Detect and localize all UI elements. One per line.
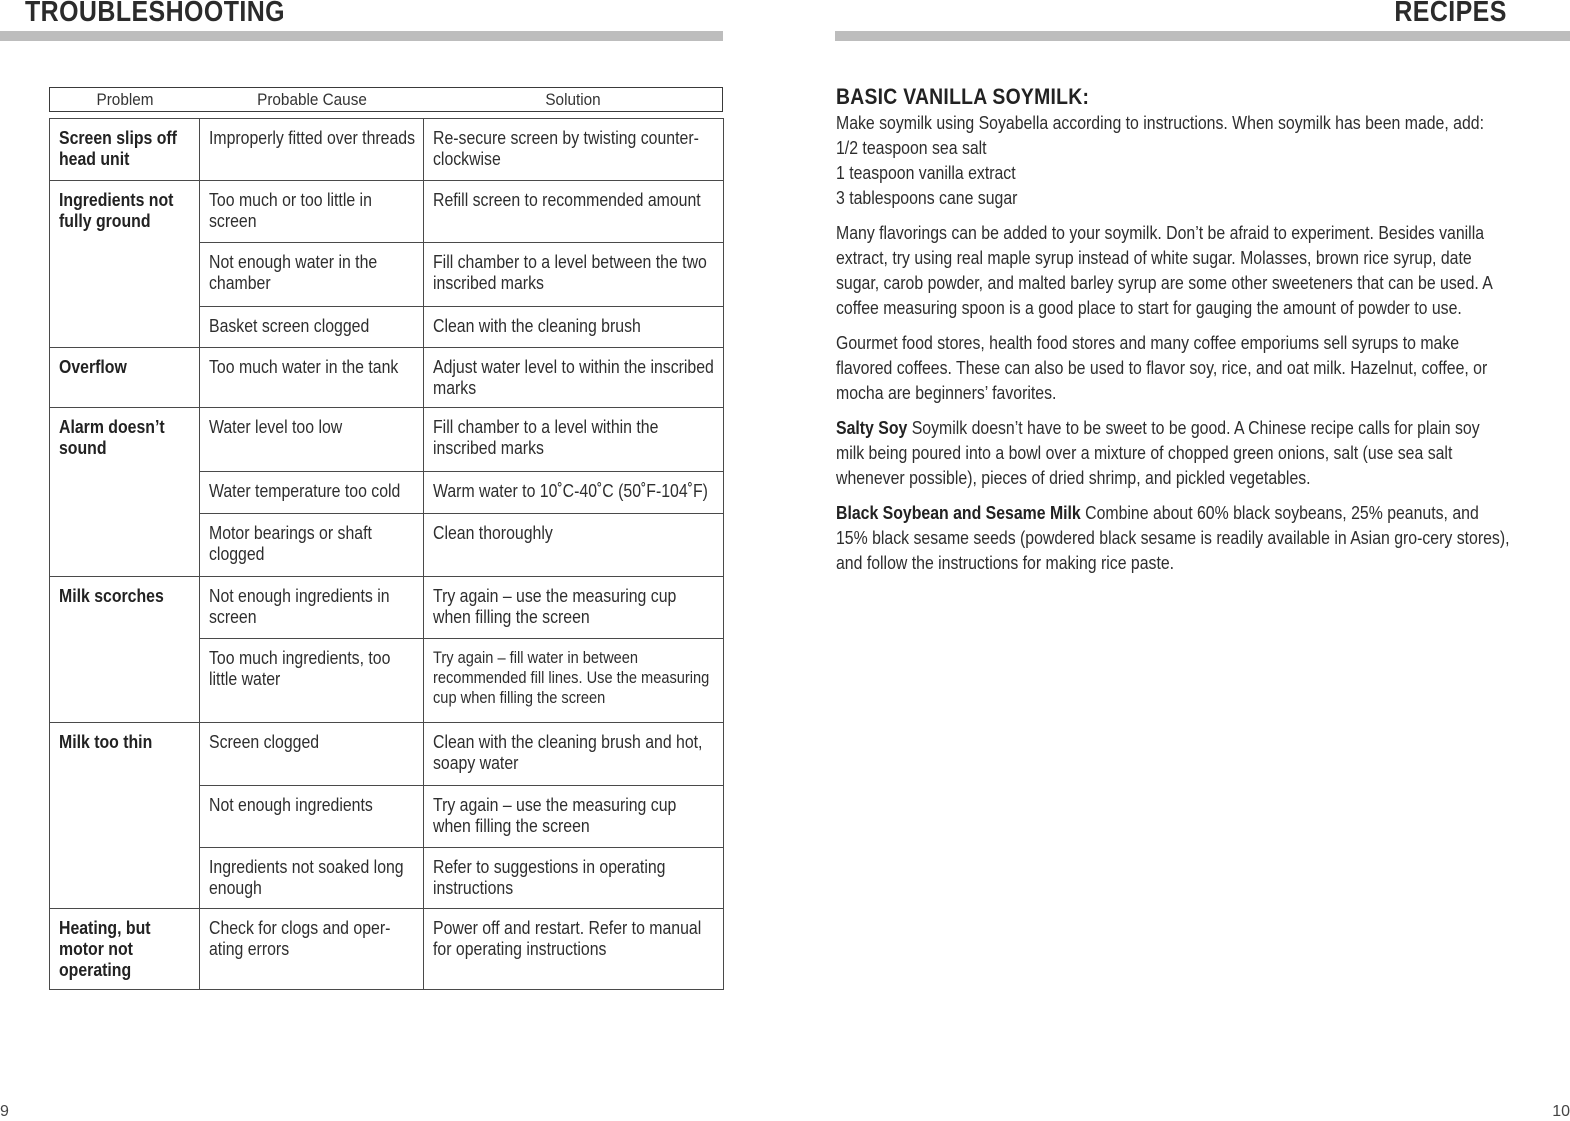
solution-cell: Try again – use the measuring cup when filling the screen: [424, 786, 724, 848]
solution-cell: Fill chamber to a level within the inscribed marks: [424, 408, 724, 472]
problem-cell: Overflow: [50, 348, 200, 408]
cause-cell: Not enough ingredients: [200, 786, 424, 848]
list-item: 1 teaspoon vanilla extract: [836, 163, 1016, 183]
cause-cell: Too much or too little in screen: [200, 181, 424, 243]
recipe-text: Soymilk doesn’t have to be sweet to be good. A Chinese recipe calls for plain soy milk being poured into a bowl over a mixture of chopped green onions, salt (use sea salt whenever possible), pieces of dried shrimp, and pickled vegetables.: [836, 418, 1480, 488]
header-solution: Solution: [545, 89, 601, 109]
cause-cell: Improperly fitted over threads: [200, 119, 424, 181]
list-item: 3 tablespoons cane sugar: [836, 188, 1018, 208]
table-row: [50, 408, 724, 472]
cause-cell: Water temperature too cold: [200, 472, 424, 514]
recipe-name: Black Soybean and Sesame Milk: [836, 503, 1081, 523]
page-number: 10: [1552, 1103, 1570, 1120]
recipe-heading: BASIC VANILLA SOYMILK:: [836, 84, 1090, 109]
table-row: [50, 577, 724, 639]
solution-cell: Re-secure screen by twisting counter-clockwise: [424, 119, 724, 181]
table-row: [50, 348, 724, 408]
cause-cell: Too much ingredients, too little water: [200, 639, 424, 723]
cause-cell: Ingredients not soaked long enough: [200, 848, 424, 909]
cause-cell: Not enough water in the chamber: [200, 243, 424, 307]
cause-cell: Too much water in the tank: [200, 348, 424, 408]
solution-cell: Refer to suggestions in operating instructions: [424, 848, 724, 909]
problem-cell: Alarm doesn’t sound: [50, 408, 200, 577]
solution-cell: Clean thoroughly: [424, 514, 724, 577]
black-soybean-paragraph: [836, 501, 1510, 576]
solution-cell: Adjust water level to within the inscribed marks: [424, 348, 724, 408]
ingredient-list: [836, 136, 1510, 211]
cause-cell: Motor bearings or shaft clogged: [200, 514, 424, 577]
problem-cell: Ingredients not fully ground: [50, 181, 200, 348]
table-row: [50, 181, 724, 243]
problem-cell: Heating, but motor not operating: [50, 909, 200, 990]
page-number: 9: [0, 1103, 9, 1120]
problem-cell: Milk too thin: [50, 723, 200, 909]
flavorings-paragraph: Many flavorings can be added to your soymilk. Don’t be afraid to experiment. Besides vanilla extract, try using real maple syrup instead of white sugar. Molasses, brown rice syrup, date sugar, carob powder, and malted barley syrup are some other sweeteners that can be used. A coffee measuring spoon is a good place to start for gauging the amount of powder to use.: [836, 223, 1492, 318]
syrups-paragraph: Gourmet food stores, health food stores and many coffee emporiums sell syrups to make flavored coffees. These can also be used to flavor soy, rice, and oat milk. Hazelnut, coffee, or mocha are beginners’ favorites.: [836, 333, 1488, 403]
solution-cell: Try again – use the measuring cup when filling the screen: [424, 577, 724, 639]
table-row: [50, 723, 724, 786]
table-header: [49, 87, 723, 112]
solution-cell: Fill chamber to a level between the two inscribed marks: [424, 243, 724, 307]
header-problem: Problem: [96, 89, 154, 109]
recipe-intro: Make soymilk using Soyabella according to instructions. When soymilk has been made, add:: [836, 113, 1485, 133]
salty-soy-paragraph: [836, 416, 1510, 491]
solution-cell: Refill screen to recommended amount: [424, 181, 724, 243]
recipes-body: [836, 84, 1536, 586]
problem-cell: Milk scorches: [50, 577, 200, 723]
cause-cell: Water level too low: [200, 408, 424, 472]
solution-cell: Warm water to 10˚C-40˚C (50˚F-104˚F): [424, 472, 724, 514]
problem-cell: Screen slips off head unit: [50, 119, 200, 181]
solution-cell: Clean with the cleaning brush: [424, 307, 724, 348]
recipe-text: Combine about 60% black soybeans, 25% peanuts, and 15% black sesame seeds (powdered black sesame is readily available in Asian gro-cery stores), and follow the instructions for making rice paste.: [836, 503, 1510, 573]
title-rule: [835, 31, 1570, 41]
troubleshooting-table: [49, 118, 724, 990]
table-row: [50, 119, 724, 181]
recipe-name: Salty Soy: [836, 418, 908, 438]
solution-cell: Clean with the cleaning brush and hot, soapy water: [424, 723, 724, 786]
recipes-page: [785, 0, 1570, 1121]
solution-cell: Power off and restart. Refer to manual for operating instructions: [424, 909, 724, 990]
cause-cell: Basket screen clogged: [200, 307, 424, 348]
title-rule: [0, 31, 723, 41]
list-item: 1/2 teaspoon sea salt: [836, 138, 987, 158]
header-cause: Probable Cause: [257, 89, 367, 109]
cause-cell: Screen clogged: [200, 723, 424, 786]
table-row: [50, 909, 724, 990]
troubleshooting-title: TROUBLESHOOTING: [25, 0, 286, 28]
cause-cell: Check for clogs and oper-ating errors: [200, 909, 424, 990]
cause-cell: Not enough ingredients in screen: [200, 577, 424, 639]
recipes-title: RECIPES: [1394, 0, 1507, 28]
solution-cell: Try again – fill water in between recommended fill lines. Use the measuring cup when filling the screen: [424, 639, 724, 723]
